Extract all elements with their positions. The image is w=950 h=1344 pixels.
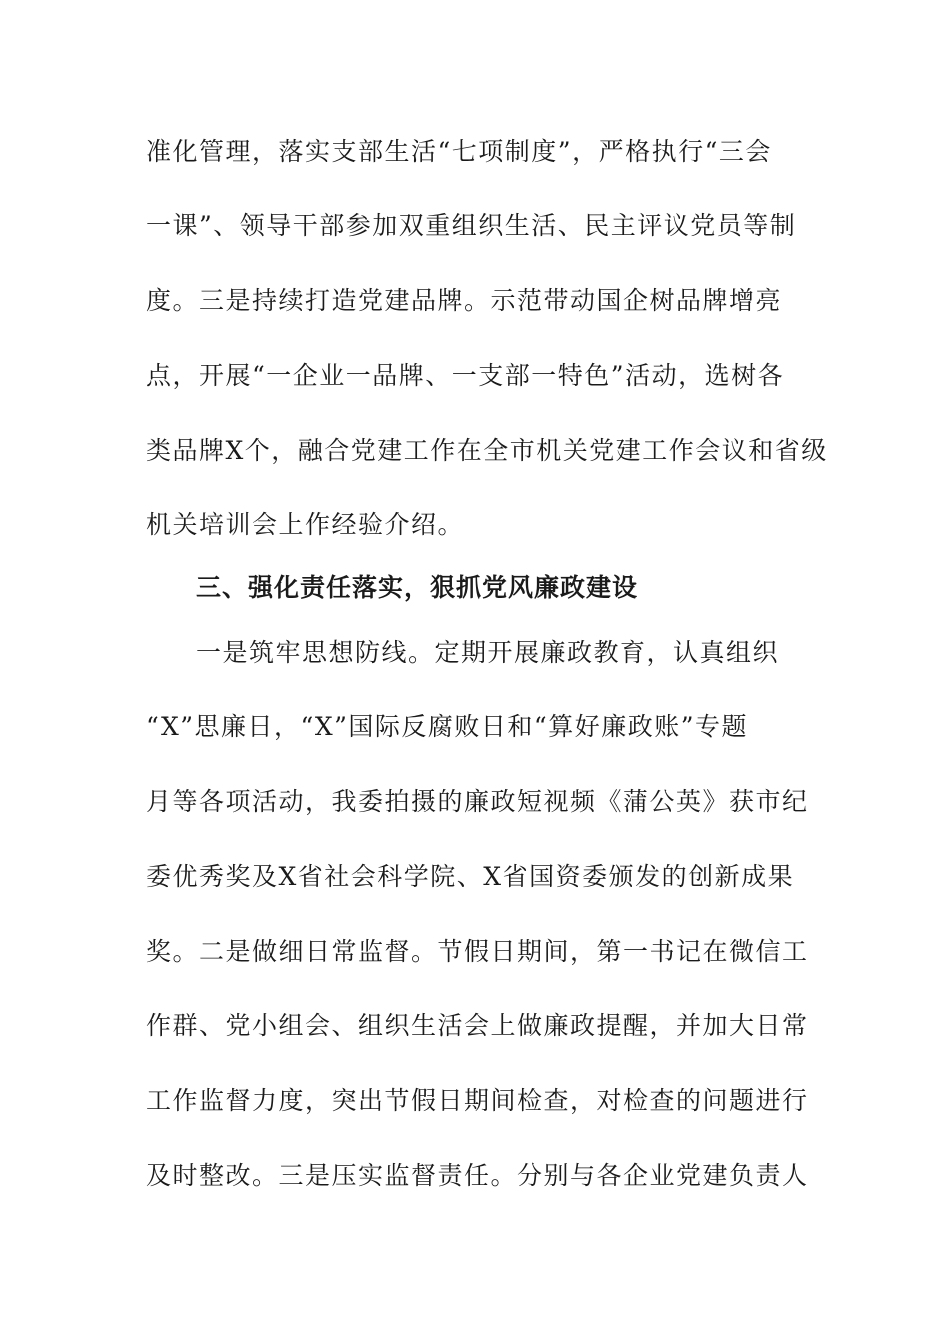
text-line: 工作监督力度，突出节假日期间检查，对检查的问题进行 xyxy=(146,1086,809,1115)
text-line: 作群、党小组会、组织生活会上做廉政提醒，并加大日常 xyxy=(146,1011,809,1040)
text-line: 机关培训会上作经验介绍。 xyxy=(146,510,465,539)
text-line: 一课”、领导干部参加双重组织生活、民主评议党员等制 xyxy=(146,211,797,240)
text-line: 点，开展“一企业一品牌、一支部一特色”活动，选树各 xyxy=(146,361,785,390)
section-heading: 三、强化责任落实，狠抓党风廉政建设 xyxy=(196,573,639,602)
text-line: 奖。二是做细日常监督。节假日期间，第一书记在微信工 xyxy=(146,937,809,966)
text-line: 类品牌X个，融合党建工作在全市机关党建工作会议和省级 xyxy=(146,436,828,465)
text-line: 一是筑牢思想防线。定期开展廉政教育，认真组织 xyxy=(196,638,780,667)
text-line: 委优秀奖及X省社会科学院、X省国资委颁发的创新成果 xyxy=(146,862,795,891)
text-line: 月等各项活动，我委拍摄的廉政短视频《蒲公英》获市纪 xyxy=(146,787,809,816)
text-line: “X”思廉日，“X”国际反腐败日和“算好廉政账”专题 xyxy=(146,712,748,741)
text-line: 准化管理，落实支部生活“七项制度”，严格执行“三会 xyxy=(146,137,772,166)
text-line: 度。三是持续打造党建品牌。示范带动国企树品牌增亮 xyxy=(146,286,783,315)
text-line: 及时整改。三是压实监督责任。分别与各企业党建负责人 xyxy=(146,1161,809,1190)
